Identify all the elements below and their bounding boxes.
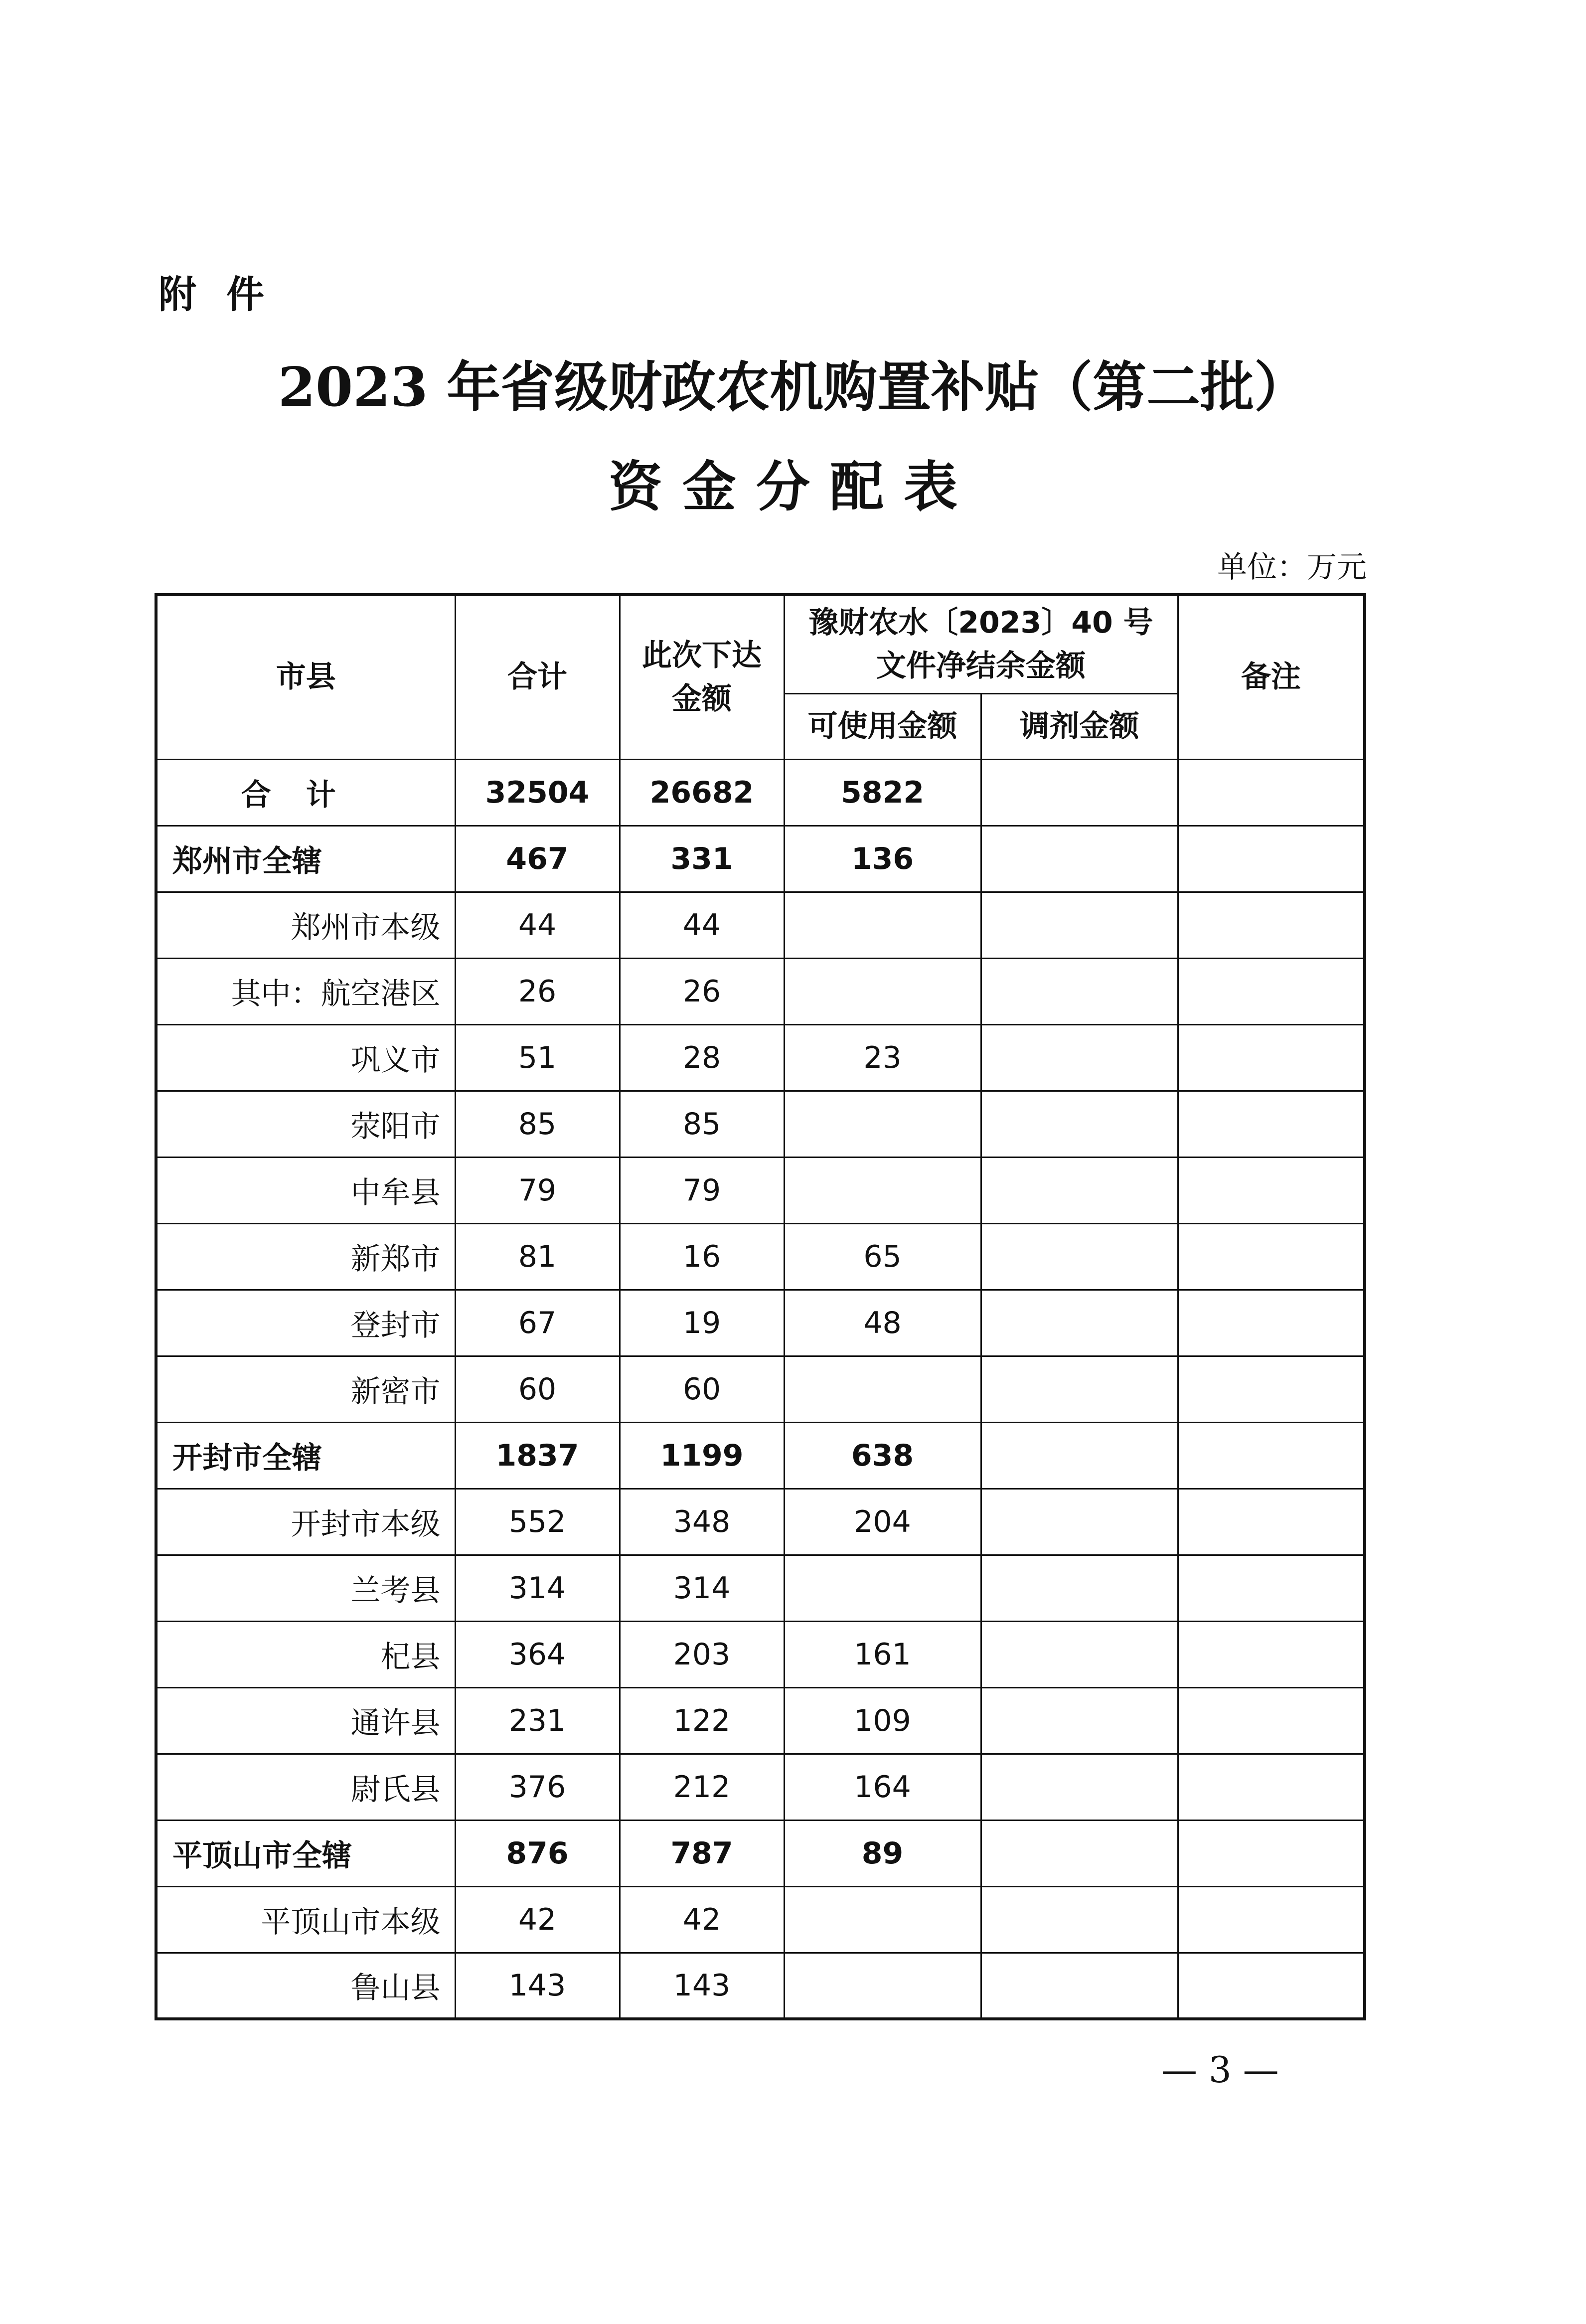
cell-usable: 65 — [784, 1223, 981, 1290]
cell-name: 郑州市全辖 — [156, 826, 455, 892]
cell-name: 尉氏县 — [156, 1754, 455, 1820]
cell-name: 通许县 — [156, 1687, 455, 1754]
cell-issued: 85 — [620, 1091, 784, 1157]
cell-usable — [784, 1886, 981, 1953]
unit-label: 单位：万元 — [1217, 550, 1367, 585]
cell-usable — [784, 1555, 981, 1621]
cell-adjust — [981, 1290, 1178, 1356]
cell-issued: 212 — [620, 1754, 784, 1820]
cell-total: 60 — [455, 1356, 620, 1422]
allocation-table — [155, 593, 1366, 2020]
cell-adjust — [981, 826, 1178, 892]
cell-remark — [1178, 1157, 1365, 1223]
table-row — [156, 1621, 1365, 1687]
cell-name: 登封市 — [156, 1290, 455, 1356]
cell-name: 兰考县 — [156, 1555, 455, 1621]
cell-adjust — [981, 1024, 1178, 1091]
cell-usable: 89 — [784, 1820, 981, 1886]
cell-total: 67 — [455, 1290, 620, 1356]
table-group-row — [156, 826, 1365, 892]
cell-issued: 348 — [620, 1489, 784, 1555]
cell-usable — [784, 958, 981, 1024]
attachment-label: 附件 — [159, 272, 294, 317]
table-row — [156, 1687, 1365, 1754]
cell-name: 鲁山县 — [156, 1953, 455, 2019]
cell-total: 314 — [455, 1555, 620, 1621]
cell-usable: 136 — [784, 826, 981, 892]
cell-adjust — [981, 1157, 1178, 1223]
page-number: — 3 — — [1161, 2049, 1279, 2091]
cell-total: 44 — [455, 892, 620, 958]
cell-name: 郑州市本级 — [156, 892, 455, 958]
cell-name: 杞县 — [156, 1621, 455, 1687]
cell-issued: 79 — [620, 1157, 784, 1223]
cell-issued: 787 — [620, 1820, 784, 1886]
cell-usable: 48 — [784, 1290, 981, 1356]
cell-adjust — [981, 1687, 1178, 1754]
cell-issued: 19 — [620, 1290, 784, 1356]
cell-issued: 16 — [620, 1223, 784, 1290]
cell-total: 79 — [455, 1157, 620, 1223]
cell-name: 新郑市 — [156, 1223, 455, 1290]
cell-remark — [1178, 1024, 1365, 1091]
cell-issued: 28 — [620, 1024, 784, 1091]
cell-adjust — [981, 1489, 1178, 1555]
cell-name: 开封市全辖 — [156, 1422, 455, 1489]
table-row — [156, 1024, 1365, 1091]
cell-usable: 109 — [784, 1687, 981, 1754]
table-row — [156, 1953, 1365, 2019]
cell-usable: 638 — [784, 1422, 981, 1489]
cell-remark — [1178, 1223, 1365, 1290]
cell-issued: 1199 — [620, 1422, 784, 1489]
table-row — [156, 1886, 1365, 1953]
header-total: 合计 — [455, 595, 620, 759]
header-city: 市县 — [156, 595, 455, 759]
header-usable: 可使用金额 — [784, 693, 981, 759]
cell-name: 荥阳市 — [156, 1091, 455, 1157]
cell-total: 42 — [455, 1886, 620, 1953]
cell-total: 552 — [455, 1489, 620, 1555]
cell-total: 143 — [455, 1953, 620, 2019]
cell-remark — [1178, 1356, 1365, 1422]
cell-remark — [1178, 1091, 1365, 1157]
cell-total: 26 — [455, 958, 620, 1024]
cell-total: 32504 — [455, 759, 620, 826]
header-adjust: 调剂金额 — [981, 693, 1178, 759]
table-group-row — [156, 1820, 1365, 1886]
cell-issued: 331 — [620, 826, 784, 892]
table-row — [156, 892, 1365, 958]
cell-usable: 164 — [784, 1754, 981, 1820]
cell-remark — [1178, 1953, 1365, 2019]
cell-adjust — [981, 892, 1178, 958]
cell-usable: 204 — [784, 1489, 981, 1555]
cell-remark — [1178, 1422, 1365, 1489]
cell-remark — [1178, 1687, 1365, 1754]
table-row — [156, 1555, 1365, 1621]
cell-adjust — [981, 958, 1178, 1024]
cell-name: 开封市本级 — [156, 1489, 455, 1555]
cell-name: 巩义市 — [156, 1024, 455, 1091]
cell-name: 新密市 — [156, 1356, 455, 1422]
document-title: 2023 年省级财政农机购置补贴（第二批） — [278, 356, 1308, 419]
cell-usable — [784, 892, 981, 958]
cell-adjust — [981, 1223, 1178, 1290]
cell-adjust — [981, 1754, 1178, 1820]
table-group-row — [156, 1422, 1365, 1489]
header-issued: 此次下达金额 — [620, 595, 784, 759]
cell-adjust — [981, 1422, 1178, 1489]
document-subtitle: 资金分配表 — [608, 456, 977, 518]
cell-issued: 26 — [620, 958, 784, 1024]
cell-usable: 161 — [784, 1621, 981, 1687]
cell-adjust — [981, 759, 1178, 826]
cell-remark — [1178, 1290, 1365, 1356]
cell-issued: 203 — [620, 1621, 784, 1687]
cell-adjust — [981, 1886, 1178, 1953]
cell-total: 467 — [455, 826, 620, 892]
cell-total: 85 — [455, 1091, 620, 1157]
cell-total: 231 — [455, 1687, 620, 1754]
cell-total: 876 — [455, 1820, 620, 1886]
table-row — [156, 1754, 1365, 1820]
table-row — [156, 958, 1365, 1024]
cell-remark — [1178, 1886, 1365, 1953]
cell-adjust — [981, 1820, 1178, 1886]
table-row — [156, 1489, 1365, 1555]
table-row — [156, 1356, 1365, 1422]
cell-adjust — [981, 1356, 1178, 1422]
cell-total: 81 — [455, 1223, 620, 1290]
table-total-row — [156, 759, 1365, 826]
cell-adjust — [981, 1953, 1178, 2019]
cell-total: 364 — [455, 1621, 620, 1687]
table-row — [156, 1157, 1365, 1223]
header-remark: 备注 — [1178, 595, 1365, 759]
cell-name: 平顶山市本级 — [156, 1886, 455, 1953]
cell-remark — [1178, 759, 1365, 826]
cell-usable: 23 — [784, 1024, 981, 1091]
cell-remark — [1178, 1820, 1365, 1886]
cell-usable — [784, 1356, 981, 1422]
cell-issued: 26682 — [620, 759, 784, 826]
cell-total: 376 — [455, 1754, 620, 1820]
cell-usable — [784, 1953, 981, 2019]
cell-remark — [1178, 1621, 1365, 1687]
cell-adjust — [981, 1555, 1178, 1621]
header-balance-group: 豫财农水〔2023〕40 号文件净结余金额 — [784, 595, 1178, 693]
cell-name: 中牟县 — [156, 1157, 455, 1223]
cell-usable — [784, 1157, 981, 1223]
cell-remark — [1178, 958, 1365, 1024]
cell-remark — [1178, 892, 1365, 958]
table-row — [156, 1091, 1365, 1157]
cell-issued: 122 — [620, 1687, 784, 1754]
cell-total: 51 — [455, 1024, 620, 1091]
cell-adjust — [981, 1091, 1178, 1157]
table-body — [156, 759, 1365, 2019]
cell-remark — [1178, 826, 1365, 892]
cell-name: 合计 — [156, 759, 455, 826]
cell-usable: 5822 — [784, 759, 981, 826]
cell-remark — [1178, 1555, 1365, 1621]
cell-total: 1837 — [455, 1422, 620, 1489]
cell-issued: 44 — [620, 892, 784, 958]
cell-remark — [1178, 1489, 1365, 1555]
cell-name: 其中：航空港区 — [156, 958, 455, 1024]
cell-name: 平顶山市全辖 — [156, 1820, 455, 1886]
cell-issued: 42 — [620, 1886, 784, 1953]
cell-issued: 143 — [620, 1953, 784, 2019]
table-row — [156, 1290, 1365, 1356]
cell-issued: 314 — [620, 1555, 784, 1621]
cell-usable — [784, 1091, 981, 1157]
cell-remark — [1178, 1754, 1365, 1820]
cell-adjust — [981, 1621, 1178, 1687]
table-row — [156, 1223, 1365, 1290]
cell-issued: 60 — [620, 1356, 784, 1422]
